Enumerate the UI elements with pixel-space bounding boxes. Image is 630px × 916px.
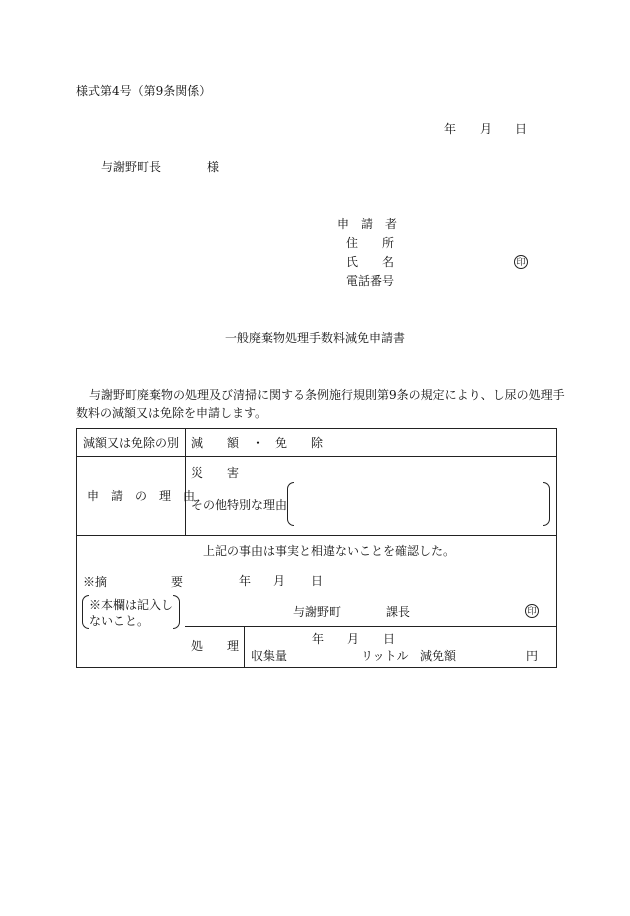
- applicant-name-label: 氏 名: [346, 255, 395, 269]
- reason-bracket-right: [543, 482, 550, 526]
- proc-yen-unit: 円: [526, 649, 539, 663]
- date-day-label: 日: [515, 122, 528, 136]
- applicant-heading: 申 請 者: [337, 217, 398, 231]
- confirm-year: 年: [239, 574, 252, 588]
- date-year-label: 年: [444, 122, 457, 136]
- chief-seal-icon: 印: [525, 604, 539, 618]
- document-title: 一般廃棄物処理手数料減免申請書: [225, 331, 406, 345]
- application-table: [76, 428, 557, 668]
- confirm-day: 日: [311, 574, 324, 588]
- proc-liter-unit: リットル: [361, 649, 409, 663]
- applicant-address-label: 住 所: [346, 236, 395, 250]
- addressee-honorific: 様: [207, 160, 220, 174]
- addressee-name: 与謝野町長: [101, 160, 162, 174]
- reason-other: その他特別な理由: [191, 498, 288, 512]
- proc-year: 年: [312, 632, 325, 646]
- confirm-month: 月: [273, 574, 286, 588]
- reason-disaster: 災 害: [191, 466, 240, 480]
- remarks-label-end: 要: [171, 575, 184, 589]
- note-line-2: ないこと。: [89, 614, 150, 628]
- confirm-chief: 課長: [386, 605, 411, 619]
- applicant-phone-label: 電話番号: [346, 274, 395, 288]
- proc-label: 処 理: [191, 639, 240, 653]
- note-bracket-right: [173, 595, 180, 629]
- label-column-divider: [185, 429, 186, 535]
- note-bracket-left: [82, 595, 89, 629]
- confirm-statement: 上記の事由は事実と相違ないことを確認した。: [203, 544, 456, 558]
- body-line-2: 数料の減額又は免除を申請します。: [76, 406, 268, 420]
- proc-day: 日: [383, 632, 396, 646]
- reason-bracket-left: [287, 482, 294, 526]
- proc-collected-label: 収集量: [251, 649, 288, 663]
- row-divider-3: [185, 626, 556, 627]
- form-number: 様式第4号（第9条関係）: [76, 84, 212, 98]
- option-reduce: 減 額: [191, 436, 240, 450]
- row-divider-1: [77, 456, 556, 457]
- note-line-1: ※本欄は記入し: [89, 598, 174, 612]
- row-divider-2: [77, 535, 556, 536]
- confirm-town: 与謝野町: [293, 605, 342, 619]
- option-separator: ・: [252, 436, 265, 450]
- remarks-label-mark: ※摘: [83, 575, 108, 589]
- proc-column-divider: [244, 626, 245, 667]
- option-exempt: 免 除: [275, 436, 324, 450]
- body-line-1: 与謝野町廃棄物の処理及び清掃に関する条例施行規則第9条の規定により、し尿の処理手: [89, 388, 565, 402]
- reason-label: 申 請 の 理 由: [87, 489, 196, 503]
- reduce-exempt-label: 減額又は免除の別: [83, 436, 180, 450]
- proc-month: 月: [347, 632, 360, 646]
- date-month-label: 月: [480, 122, 493, 136]
- applicant-seal-icon: 印: [514, 255, 528, 269]
- proc-reduced-amount-label: 減免額: [420, 649, 457, 663]
